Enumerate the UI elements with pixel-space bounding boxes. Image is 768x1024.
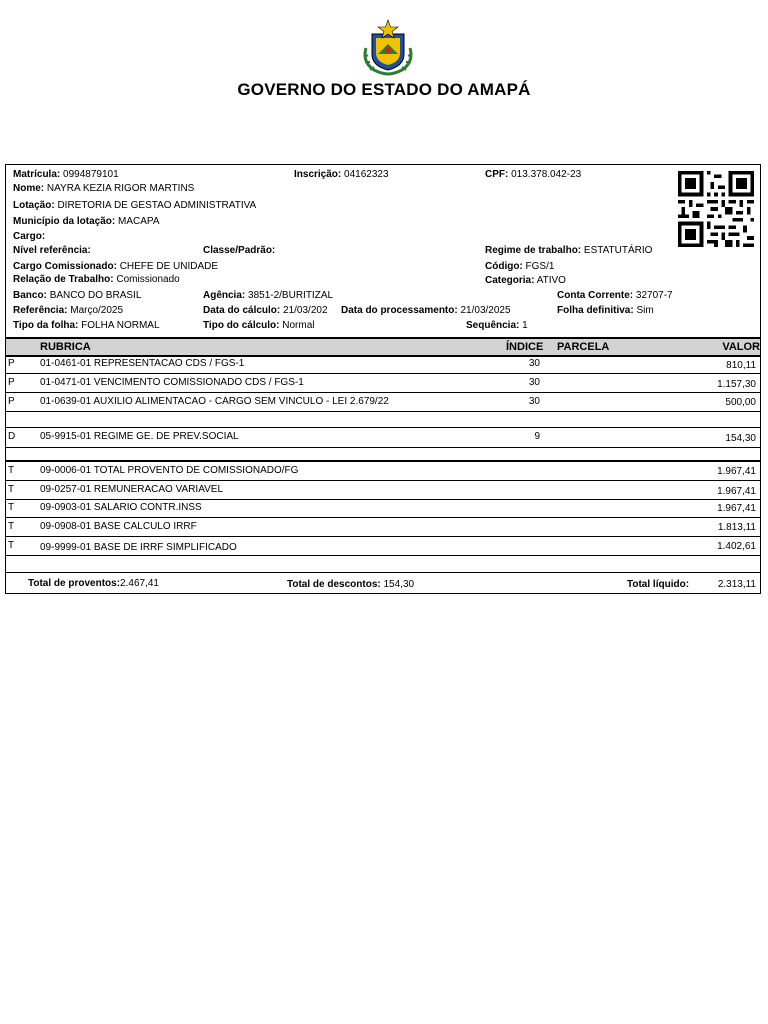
cargo-field <box>13 231 45 243</box>
tipo-calculo-field <box>203 320 315 332</box>
row-description: 09-9999-01 BASE DE IRRF SIMPLIFICADO <box>40 542 237 553</box>
row-divider <box>6 427 760 428</box>
referencia-field <box>13 305 123 317</box>
page-title: GOVERNO DO ESTADO DO AMAPÁ <box>237 80 531 99</box>
lotacao-field <box>13 200 256 212</box>
sequencia-field <box>466 320 528 332</box>
row-description: 01-0471-01 VENCIMENTO COMISSIONADO CDS / FGS-1 <box>40 377 304 388</box>
nivel-field <box>13 245 91 257</box>
section-divider <box>6 460 760 462</box>
agencia-field <box>203 290 333 302</box>
row-valor: 1.157,30 <box>717 379 756 390</box>
row-valor: 1.967,41 <box>717 503 756 514</box>
categoria-field <box>485 275 566 287</box>
banco-value: BANCO DO BRASIL <box>49 290 142 301</box>
cargo-comissionado-field <box>13 261 218 273</box>
sequencia-label: Sequência: <box>466 320 520 331</box>
total-proventos-label: Total de proventos: <box>28 578 121 589</box>
categoria-label: Categoria: <box>485 275 535 286</box>
row-divider <box>6 480 760 481</box>
agencia-label: Agência: <box>203 290 246 301</box>
codigo-field <box>485 261 554 273</box>
row-description: 01-0639-01 AUXILIO ALIMENTACAO - CARGO SEM VINCULO - LEI 2.679/22 <box>40 396 389 407</box>
row-description: 09-0908-01 BASE CALCULO IRRF <box>40 521 197 532</box>
row-description: 09-0257-01 REMUNERACAO VARIAVEL <box>40 484 224 495</box>
matricula-label: Matrícula: <box>13 169 61 180</box>
nivel-label: Nível referência: <box>13 245 91 256</box>
nome-label: Nome: <box>13 183 45 194</box>
tipo-folha-field <box>13 320 160 332</box>
total-descontos-label: Total de descontos: <box>287 579 381 590</box>
data-calculo-value: 21/03/202 <box>283 305 328 316</box>
row-divider <box>6 536 760 537</box>
regime-field <box>485 245 652 257</box>
tipo-folha-label: Tipo da folha: <box>13 320 79 331</box>
conta-value: 32707-7 <box>635 290 673 301</box>
row-divider <box>6 499 760 500</box>
row-valor: 1.967,41 <box>717 486 756 497</box>
lotacao-label: Lotação: <box>13 200 55 211</box>
cargo-comissionado-label: Cargo Comissionado: <box>13 261 117 272</box>
total-proventos-value: 2.467,41 <box>120 578 159 589</box>
conta-label: Conta Corrente: <box>557 290 634 301</box>
row-type: T <box>8 502 15 513</box>
row-divider <box>6 392 760 393</box>
row-valor: 1.402,61 <box>717 541 756 552</box>
banco-field <box>13 290 141 302</box>
sequencia-value: 1 <box>522 320 528 331</box>
row-indice: 30 <box>528 377 540 388</box>
row-type: P <box>8 377 15 388</box>
classe-field <box>203 245 275 257</box>
row-divider <box>6 447 760 448</box>
row-valor: 500,00 <box>725 397 756 408</box>
total-liquido-value: 2.313,11 <box>717 579 756 590</box>
cpf-field <box>485 169 581 181</box>
table-header <box>6 337 760 357</box>
payslip-box <box>5 164 761 594</box>
classe-label: Classe/Padrão: <box>203 245 276 256</box>
row-description: 09-0006-01 TOTAL PROVENTO DE COMISSIONADO/FG <box>40 465 299 476</box>
cpf-value: 013.378.042-23 <box>511 169 582 180</box>
categoria-value: ATIVO <box>536 275 566 286</box>
total-proventos <box>28 578 159 590</box>
header-rubrica: RUBRICA <box>40 341 91 353</box>
conta-field <box>557 290 673 302</box>
row-type: T <box>8 540 15 551</box>
row-description: 05-9915-01 REGIME GE. DE PREV.SOCIAL <box>40 431 239 442</box>
data-processamento-field <box>341 305 511 317</box>
row-divider <box>6 555 760 556</box>
referencia-value: Março/2025 <box>70 305 124 316</box>
regime-label: Regime de trabalho: <box>485 245 582 256</box>
row-description: 01-0461-01 REPRESENTACAO CDS / FGS-1 <box>40 358 245 369</box>
total-descontos <box>287 579 414 591</box>
data-processamento-label: Data do processamento: <box>341 305 458 316</box>
folha-definitiva-label: Folha definitiva: <box>557 305 634 316</box>
codigo-value: FGS/1 <box>525 261 555 272</box>
cargo-label: Cargo: <box>13 231 46 242</box>
relacao-label: Relação de Trabalho: <box>13 274 114 285</box>
row-valor: 810,11 <box>726 360 756 371</box>
municipio-field <box>13 216 160 228</box>
agencia-value: 3851-2/BURITIZAL <box>248 290 334 301</box>
state-crest-icon <box>360 18 416 76</box>
data-calculo-field <box>203 305 328 317</box>
total-descontos-value: 154,30 <box>383 579 415 590</box>
totals-divider <box>6 572 760 573</box>
row-type: P <box>8 358 15 369</box>
row-valor: 1.967,41 <box>717 466 756 477</box>
inscricao-label: Inscrição: <box>294 169 342 180</box>
tipo-calculo-label: Tipo do cálculo: <box>203 320 280 331</box>
codigo-label: Código: <box>485 261 523 272</box>
inscricao-value: 04162323 <box>344 169 389 180</box>
qr-code-icon <box>676 171 756 247</box>
municipio-value: MACAPA <box>118 216 160 227</box>
matricula-field <box>13 169 119 181</box>
row-indice: 30 <box>528 396 540 407</box>
data-processamento-value: 21/03/2025 <box>460 305 511 316</box>
row-description: 09-0903-01 SALARIO CONTR.INSS <box>40 502 202 513</box>
relacao-field <box>13 274 180 286</box>
row-divider <box>6 517 760 518</box>
row-type: T <box>8 484 15 495</box>
banco-label: Banco: <box>13 290 47 301</box>
tipo-folha-value: FOLHA NORMAL <box>81 320 160 331</box>
row-type: T <box>8 521 15 532</box>
relacao-value: Comissionado <box>116 274 180 285</box>
inscricao-field <box>294 169 389 181</box>
data-calculo-label: Data do cálculo: <box>203 305 281 316</box>
referencia-label: Referência: <box>13 305 68 316</box>
total-liquido-label: Total líquido: <box>627 579 690 590</box>
row-indice: 30 <box>528 358 540 369</box>
row-valor: 1.813,11 <box>717 522 756 533</box>
row-type: P <box>8 396 15 407</box>
cpf-label: CPF: <box>485 169 509 180</box>
row-type: T <box>8 465 15 476</box>
header-indice: ÍNDICE <box>506 341 544 353</box>
folha-definitiva-field <box>557 305 654 317</box>
nome-value: NAYRA KEZIA RIGOR MARTINS <box>46 183 195 194</box>
row-divider <box>6 411 760 412</box>
matricula-value: 0994879101 <box>63 169 119 180</box>
row-type: D <box>8 431 16 442</box>
row-divider <box>6 373 760 374</box>
row-valor: 154,30 <box>725 433 756 444</box>
header-valor: VALOR <box>722 341 760 353</box>
folha-definitiva-value: Sim <box>636 305 654 316</box>
municipio-label: Município da lotação: <box>13 216 116 227</box>
cargo-comissionado-value: CHEFE DE UNIDADE <box>119 261 219 272</box>
nome-field <box>13 183 194 195</box>
lotacao-value: DIRETORIA DE GESTAO ADMINISTRATIVA <box>57 200 257 211</box>
regime-value: ESTATUTÁRIO <box>583 245 653 256</box>
row-indice: 9 <box>534 431 540 442</box>
tipo-calculo-value: Normal <box>282 320 315 331</box>
header-parcela: PARCELA <box>557 341 610 353</box>
